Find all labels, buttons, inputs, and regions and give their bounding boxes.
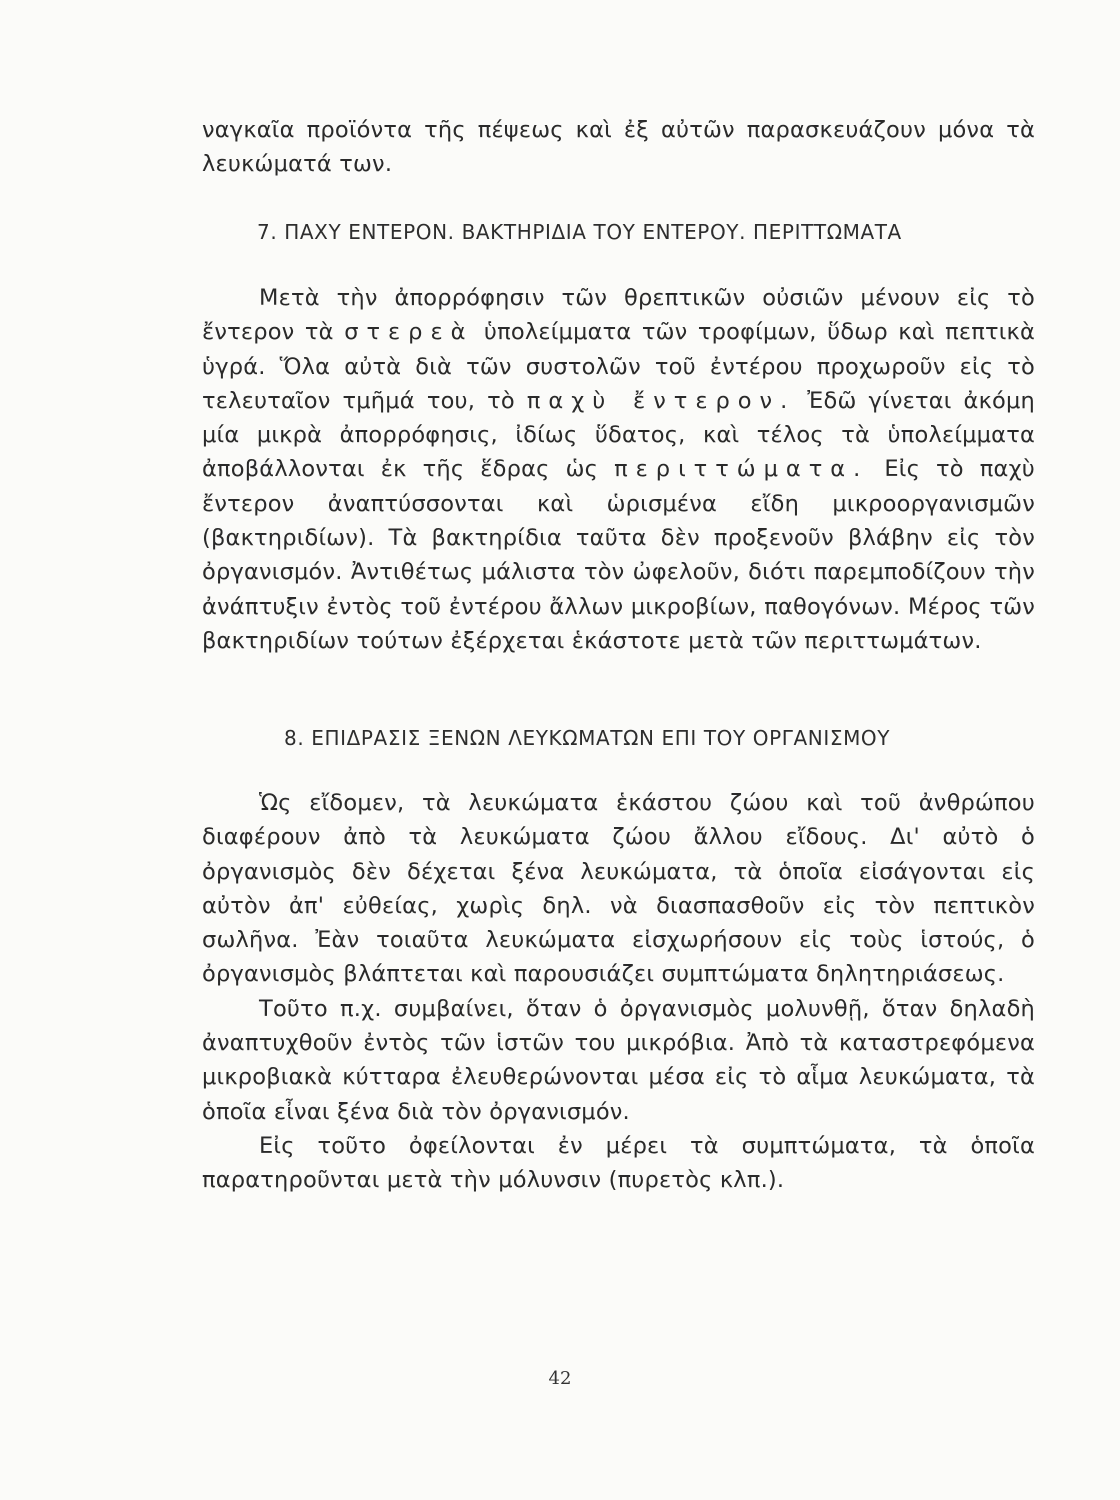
section-7-text-d: Εἰς τὸ παχὺ ἔντερον ἀναπτύσσονται καὶ ὡρισμένα εἴδη μικροοργανισμῶν (βακτηριδίων). Τὰ βακτηρίδια ταῦτα δὲν προξενοῦν βλάβην εἰς τὸν ὀργανισμόν. Ἀντιθέτως μάλιστα τὸν ὠφελοῦν, διότι παρεμποδίζουν τὴν ἀνάπτυξιν ἐντὸς τοῦ ἐντέρου ἄλλων μικροβίων, παθογόνων. Μέρος τῶν βακτηριδίων τούτων ἐξέρχεται ἑκάστοτε μετὰ τῶν περιττωμάτων.	[202, 456, 1035, 654]
intro-paragraph-block	[202, 113, 1035, 182]
page-number: 42	[548, 1368, 572, 1389]
section-7-heading: 7. ΠΑΧΥ ΕΝΤΕΡΟΝ. ΒΑΚΤΗΡΙΔΙΑ ΤΟΥ ΕΝΤΕΡΟΥ. ΠΕΡΙΤΤΩΜΑΤΑ	[257, 220, 902, 244]
section-8-paragraph-2: Τοῦτο π.χ. συμβαίνει, ὅταν ὁ ὀργανισμὸς μολυνθῇ, ὅταν δηλαδὴ ἀναπτυχθοῦν ἐντὸς τῶν ἱστῶν του μικρόβια. Ἀπὸ τὰ καταστρεφόμενα μικροβιακὰ κύτταρα ἐλευθερώνονται μέσα εἰς τὸ αἷμα λευκώματα, τὰ ὁποῖα εἶναι ξένα διὰ τὸν ὀργανισμόν.	[202, 995, 1035, 1125]
emphasis-solid: στερεὰ	[344, 319, 474, 346]
section-7-text-c: Ἐδῶ γίνεται ἀκόμη μία μικρὰ ἀπορρόφησις, ἰδίως ὕδατος, καὶ τέλος τὰ ὑπολείμματα ἀποβάλλονται ἐκ τῆς ἕδρας ὡς	[202, 387, 1035, 483]
section-8-paragraph-3: Εἰς τοῦτο ὀφείλονται ἐν μέρει τὰ συμπτώματα, τὰ ὁποῖα παρατηροῦνται μετὰ τὴν μόλυνσιν (πυρετὸς κλπ.).	[202, 1132, 1035, 1194]
intro-paragraph: ναγκαῖα προϊόντα τῆς πέψεως καὶ ἐξ αὐτῶν παρασκευάζουν μόνα τὰ λευκώματά των.	[202, 117, 1035, 178]
section-8-body	[202, 786, 1035, 1198]
emphasis-excrement: περιττώματα.	[614, 456, 869, 483]
emphasis-large-intestine: παχὺ ἔντερον.	[526, 387, 796, 414]
section-7-body	[202, 281, 1035, 658]
section-8-paragraph-1: Ὡς εἴδομεν, τὰ λευκώματα ἑκάστου ζώου καὶ τοῦ ἀνθρώπου διαφέρουν ἀπὸ τὰ λευκώματα ζώου ἄλλου εἴδους. Δι' αὐτὸ ὁ ὀργανισμὸς δὲν δέχεται ξένα λευκώματα, τὰ ὁποῖα εἰσάγονται εἰς αὐτὸν ἀπ' εὐθείας, χωρὶς δηλ. νὰ διασπασθοῦν εἰς τὸν πεπτικὸν σωλῆνα. Ἐὰν τοιαῦτα λευκώματα εἰσχωρήσουν εἰς τοὺς ἱστούς, ὁ ὀργανισμὸς βλάπτεται καὶ παρουσιάζει συμπτώματα δηλητηριάσεως.	[202, 790, 1035, 988]
section-7-text-a: Μετὰ τὴν ἀπορρόφησιν τῶν θρεπτικῶν οὐσιῶν μένουν εἰς τὸ ἔντερον τὰ	[202, 285, 1035, 346]
section-8-heading: 8. ΕΠΙΔΡΑΣΙΣ ΞΕΝΩΝ ΛΕΥΚΩΜΑΤΩΝ ΕΠΙ ΤΟΥ ΟΡΓΑΝΙΣΜΟΥ	[284, 726, 891, 750]
section-7-paragraph	[202, 281, 1035, 658]
section-7-text-b: ὑπολείμματα τῶν τροφίμων, ὕδωρ καὶ πεπτικὰ ὑγρά. Ὅλα αὐτὰ διὰ τῶν συστολῶν τοῦ ἐντέρου προχωροῦν εἰς τὸ τελευταῖον τμῆμά του, τὸ	[202, 319, 1036, 414]
